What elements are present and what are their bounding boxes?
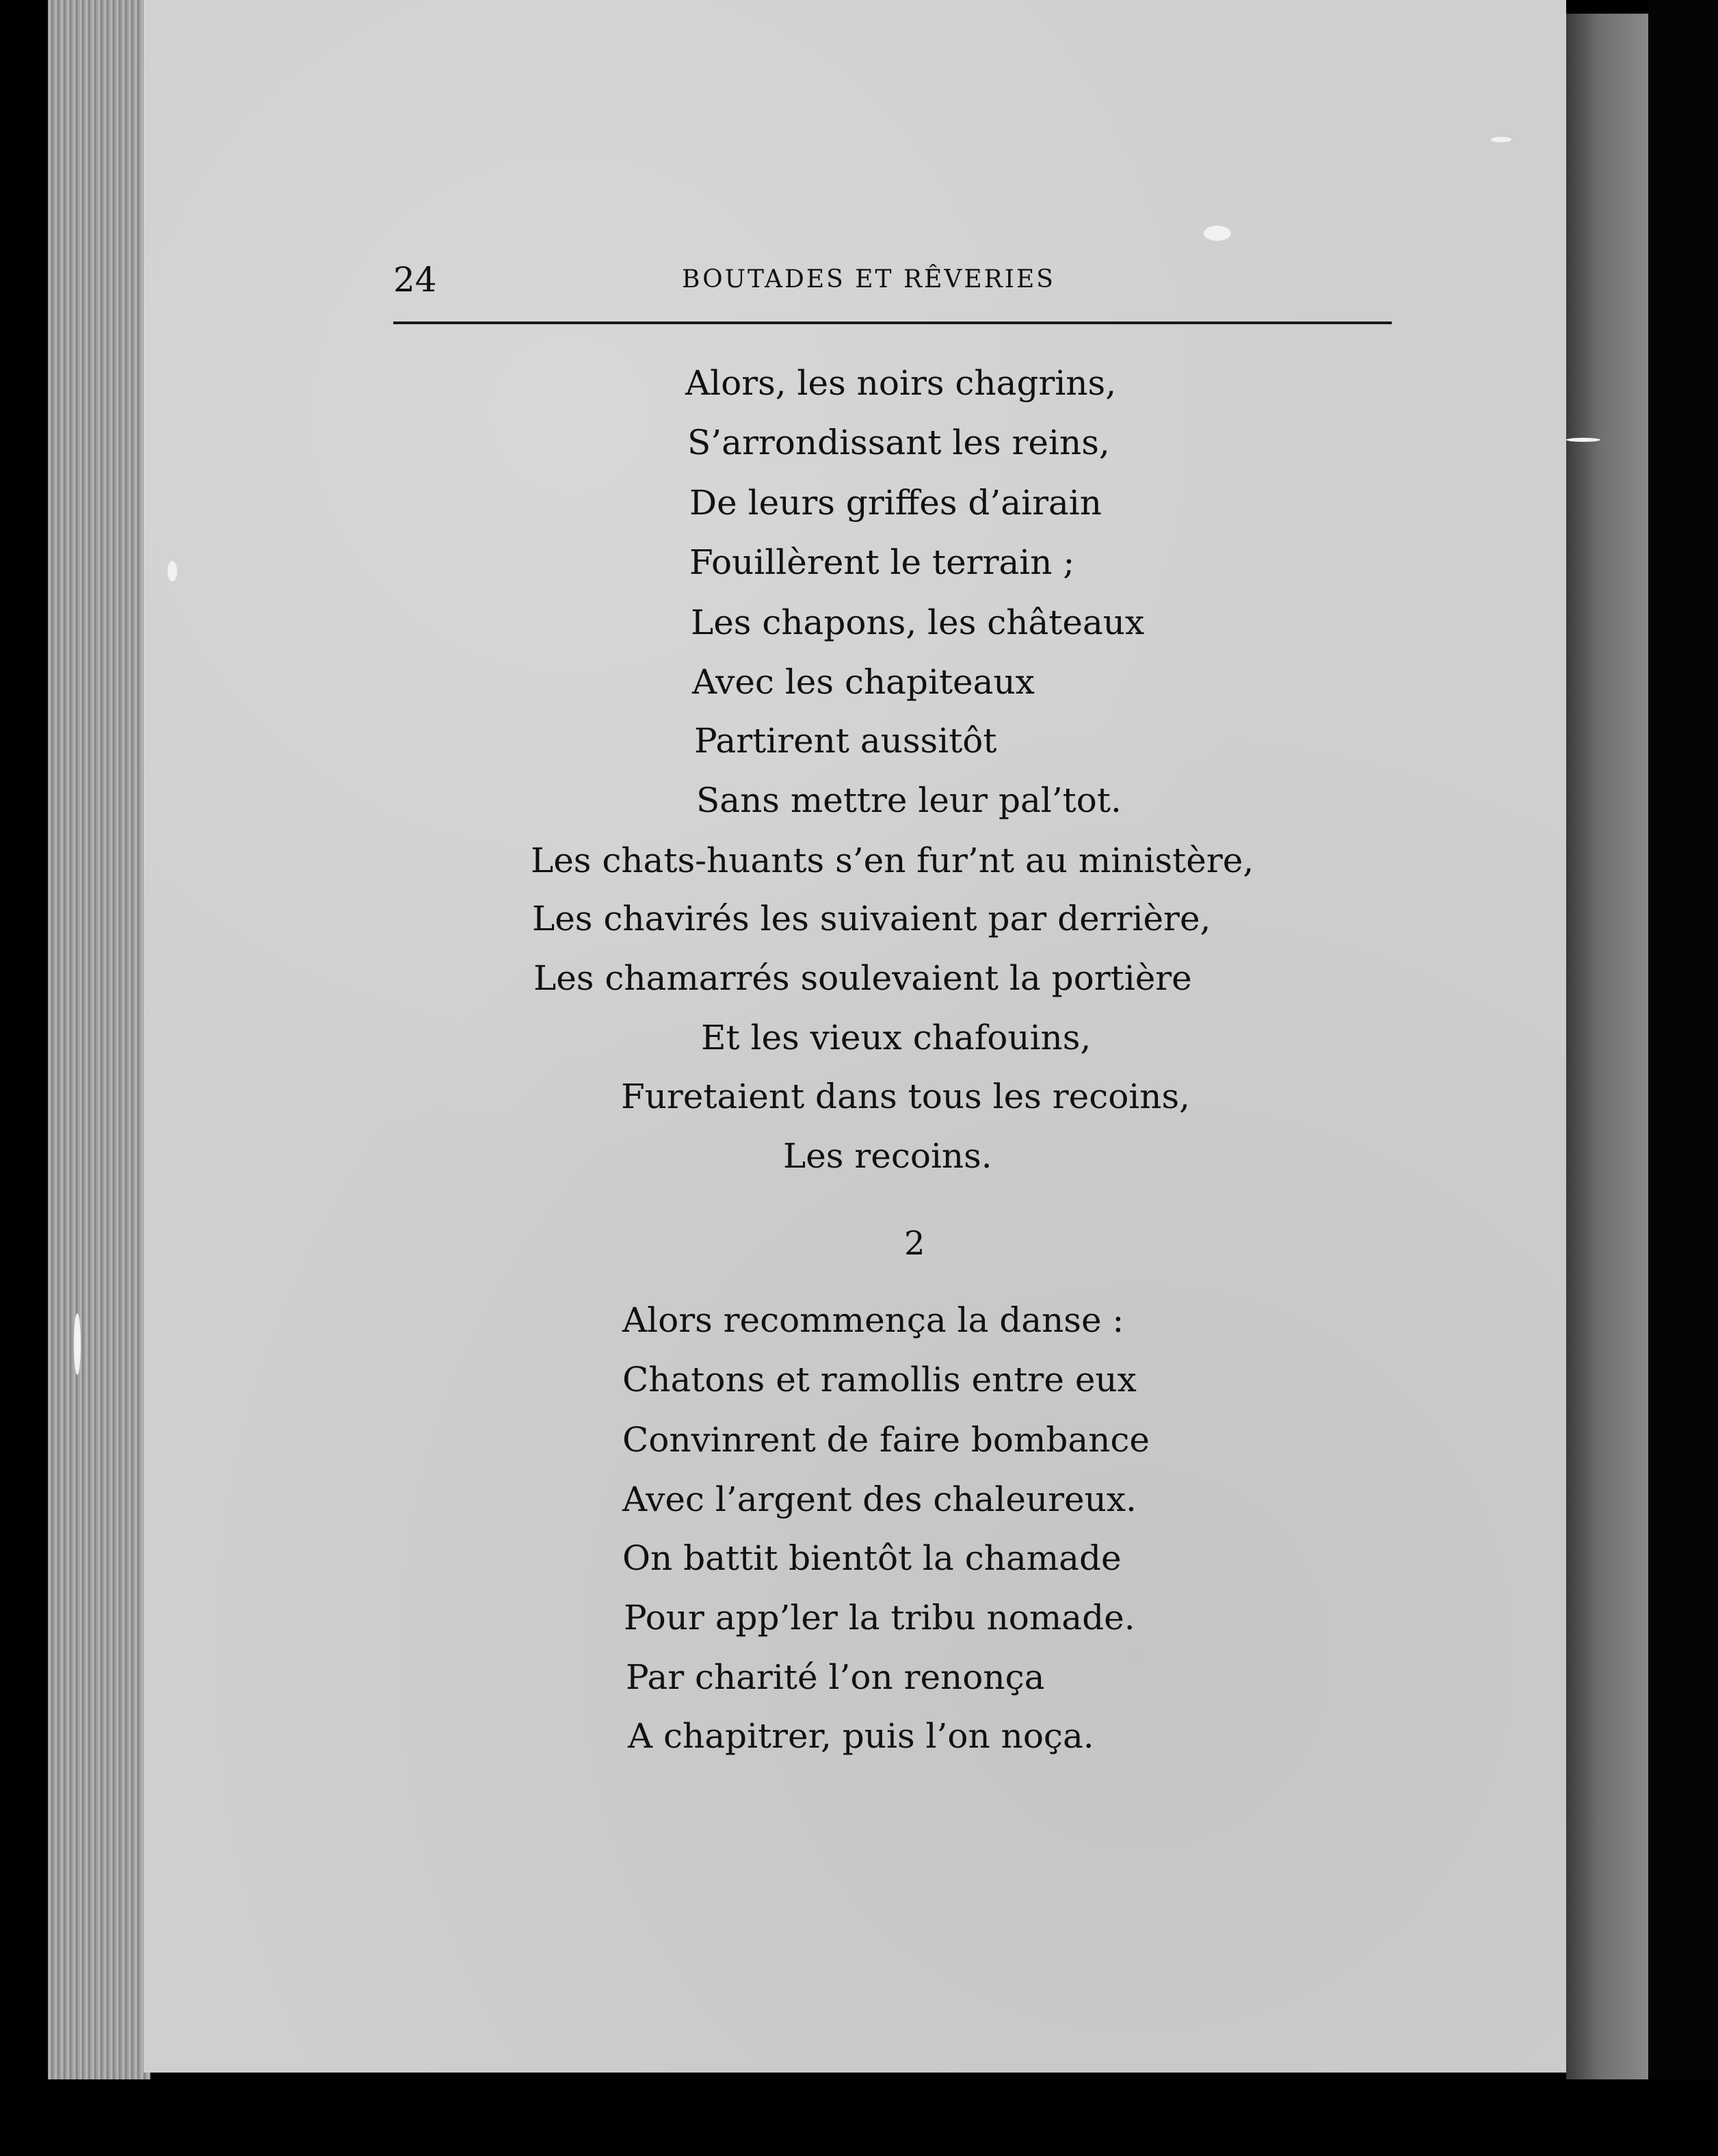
verse-line: Chatons et ramollis entre eux xyxy=(622,1360,1137,1399)
verse-line: Alors, les noirs chagrins, xyxy=(685,363,1117,403)
verse-line: Avec les chapiteaux xyxy=(692,662,1035,702)
verse-line: Pour app’ler la tribu nomade. xyxy=(624,1598,1135,1638)
dust-speck xyxy=(74,1313,81,1375)
verse-line: Et les vieux chafouins, xyxy=(701,1018,1092,1057)
scan-border-right xyxy=(1648,0,1718,2156)
verse-line: Sans mettre leur pal’tot. xyxy=(696,780,1122,820)
verse-line: Partirent aussitôt xyxy=(694,721,997,761)
verse-line: Les chapons, les châteaux xyxy=(691,603,1145,642)
verse-line: S’arrondissant les reins, xyxy=(687,423,1110,462)
verse-line: A chapitrer, puis l’on noça. xyxy=(628,1716,1094,1756)
verse-line: Les chats-huants s’en fur’nt au ministère, xyxy=(531,841,1254,880)
running-head xyxy=(393,260,1392,308)
verse-line: On battit bientôt la chamade xyxy=(622,1538,1122,1578)
verse-line: Fouillèrent le terrain ; xyxy=(689,542,1075,582)
page-edge-stack xyxy=(48,0,150,2079)
dust-speck xyxy=(168,561,177,581)
stanza-number: 2 xyxy=(904,1224,925,1263)
scan-border-bottom xyxy=(0,2079,1718,2156)
verse-line: Par charité l’on renonça xyxy=(626,1657,1045,1697)
verse-line: Avec l’argent des chaleureux. xyxy=(622,1480,1137,1519)
book-title: BOUTADES ET RÊVERIES xyxy=(682,265,1055,293)
verse-line: Alors recommença la danse : xyxy=(622,1300,1124,1340)
verse-line: Les recoins. xyxy=(783,1136,992,1176)
dust-speck xyxy=(1204,226,1231,241)
dust-speck xyxy=(1491,137,1511,142)
page-number: 24 xyxy=(393,260,437,300)
verse-line: Les chamarrés soulevaient la portière xyxy=(533,958,1192,998)
verse-line: Furetaient dans tous les recoins, xyxy=(621,1077,1191,1116)
dust-speck xyxy=(1566,438,1600,442)
verse-line: Les chavirés les suivaient par derrière, xyxy=(532,899,1211,938)
verse-line: Convinrent de faire bombance xyxy=(622,1420,1150,1460)
verse-line: De leurs griffes d’airain xyxy=(689,483,1102,523)
header-rule xyxy=(393,321,1392,324)
binding-shadow xyxy=(1566,14,1648,2086)
